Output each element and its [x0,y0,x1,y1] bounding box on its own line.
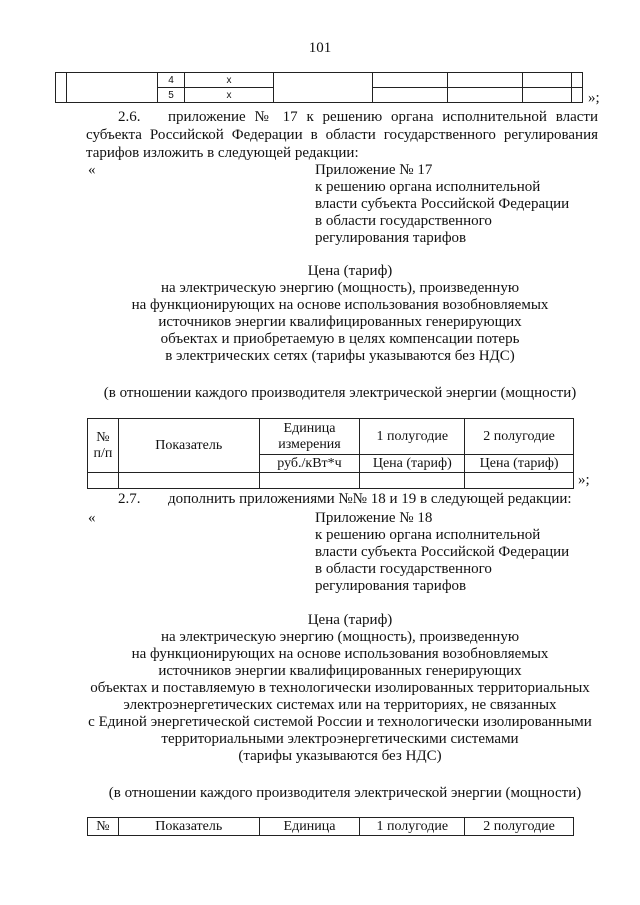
tariff-title: объектах и приобретаемую в целях компенсации потерь [160,331,520,347]
tariff-title: объектах и поставляемую в технологически изолированных территориальных [90,680,590,696]
section-number: 2.7. [118,491,141,507]
tariff-table-17 [87,418,574,489]
appendix-heading: власти субъекта Российской Федерации [315,544,570,560]
table-row [56,73,583,88]
section-text: дополнить приложениями №№ 18 и 19 в следующей редакции: [168,491,572,507]
price-label: Цена (тариф) [360,455,465,473]
row-number: 4 [158,73,185,88]
appendix-heading: регулирования тарифов [315,230,467,246]
tariff-title: источников энергии квалифицированных генерирующих [158,663,522,679]
tariff-title: источников энергии квалифицированных генерирующих [158,314,522,330]
tariff-title: с Единой энергетической системой России и технологически изолированными [88,714,592,730]
tariff-title: Цена (тариф) [307,612,393,628]
header-half-1: 1 полугодие [360,419,465,455]
header-half-2: 2 полугодие [465,419,574,455]
row-mark: x [185,88,274,103]
tariff-title: электроэнергетических системах или на территориях, не связанных [123,697,557,713]
opening-quote: « [88,510,96,526]
header-number: № п/п [88,419,119,473]
appendix-heading: Приложение № 18 [315,510,433,526]
section-number: 2.6. [118,109,141,125]
tariff-title: на электрическую энергию (мощность), произведенную [160,280,520,296]
tariff-title: на функционирующих на основе использования возобновляемых [131,297,549,313]
tariff-title: в электрических сетях (тарифы указываются без НДС) [165,348,515,364]
top-table-fragment [55,72,583,103]
appendix-heading: в области государственного [315,213,492,229]
header-half-1: 1 полугодие [360,818,465,836]
header-indicator: Показатель [118,419,259,473]
header-unit: Единица измерения [259,419,360,455]
tariff-title: на электрическую энергию (мощность), произведенную [160,629,520,645]
appendix-heading: к решению органа исполнительной [315,527,541,543]
header-half-2: 2 полугодие [465,818,574,836]
table-header-row [88,419,574,455]
appendix-heading: власти субъекта Российской Федерации [315,196,570,212]
appendix-heading: в области государственного [315,561,492,577]
price-label: Цена (тариф) [465,455,574,473]
tariff-title: территориальными электроэнергетическими системами [161,731,519,747]
closing-quote: »; [588,90,600,106]
table-header-row [88,818,574,836]
page-number: 101 [308,40,332,56]
appendix-heading: к решению органа исполнительной [315,179,541,195]
tariff-title: (тарифы указываются без НДС) [238,748,442,764]
section-text: приложение № 17 к решению органа исполнительной власти [168,109,598,125]
appendix-heading: Приложение № 17 [315,162,433,178]
unit-value: руб./кВт*ч [259,455,360,473]
tariff-note: (в отношении каждого производителя электрической энергии (мощности) [103,385,577,401]
section-text: субъекта Российской Федерации в области государственного регулирования [86,127,598,143]
tariff-note: (в отношении каждого производителя электрической энергии (мощности) [108,785,582,801]
tariff-title: на функционирующих на основе использования возобновляемых [131,646,549,662]
closing-quote: »; [578,472,590,488]
tariff-table-18 [87,817,574,836]
tariff-title: Цена (тариф) [307,263,393,279]
row-number: 5 [158,88,185,103]
appendix-heading: регулирования тарифов [315,578,467,594]
section-text: тарифов изложить в следующей редакции: [86,145,359,161]
header-unit: Единица [259,818,360,836]
header-indicator: Показатель [118,818,259,836]
table-row [88,473,574,489]
opening-quote: « [88,162,96,178]
row-mark: x [185,73,274,88]
header-number: № [88,818,119,836]
